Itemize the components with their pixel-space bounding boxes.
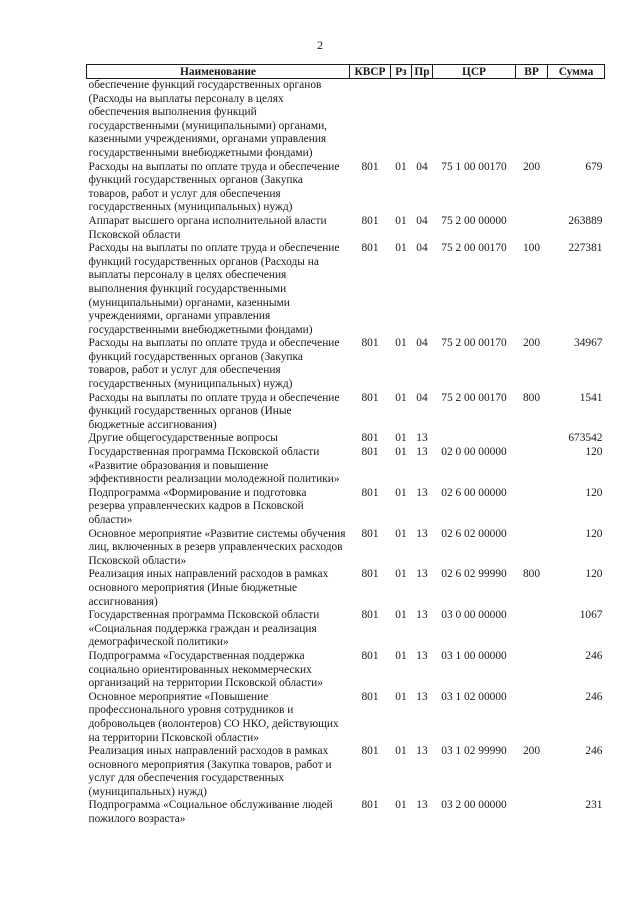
cell-csr: 03 1 02 00000	[441, 690, 507, 703]
header-vr: ВР	[516, 65, 548, 79]
cell-rz: 01	[395, 568, 407, 581]
cell-pr: 13	[416, 432, 428, 445]
cell-csr: 03 2 00 00000	[441, 799, 507, 812]
cell-name: Основное мероприятие «Повышение профессионального уровня сотрудников и добровольцев (волонтеров) СО НКО, действующих на территории Псковской области»	[88, 690, 339, 744]
cell-kvsr: 801	[361, 799, 379, 812]
cell-csr: 03 1 00 00000	[441, 649, 507, 662]
cell-rz: 01	[395, 649, 407, 662]
cell-name: Расходы на выплаты по оплате труда и обеспечение функций государственных органов (Расходы на выплаты персоналу в целях обеспечения выполнения функций государственными (муниципальными) органами, казенными учреждениями, органами управления государственными внебюджетными фондами)	[88, 242, 340, 336]
cell-csr	[433, 432, 516, 446]
cell-csr: 03 0 00 00000	[441, 609, 507, 622]
cell-name: Основное мероприятие «Развитие системы обучения лиц, включенных в резерв управленческих расходов Псковской области»	[88, 527, 346, 567]
cell-sum: 673542	[568, 432, 603, 445]
table-row	[87, 337, 605, 391]
table-header-row	[87, 65, 605, 79]
cell-vr	[516, 215, 548, 242]
cell-sum: 1067	[579, 609, 603, 622]
cell-csr: 02 6 02 99990	[441, 568, 507, 581]
cell-kvsr: 801	[361, 160, 379, 173]
cell-pr: 13	[416, 649, 428, 662]
cell-name: Реализация иных направлений расходов в рамках основного мероприятия (Иные бюджетные ассигнования)	[88, 568, 329, 608]
cell-vr: 200	[522, 160, 541, 173]
cell-name: Расходы на выплаты по оплате труда и обеспечение функций государственных органов (Закупка товаров, работ и услуг для обеспечения государственных (муниципальных) нужд)	[88, 160, 340, 214]
cell-csr: 75 1 00 00170	[441, 160, 507, 173]
table-row	[87, 487, 605, 528]
cell-rz	[391, 79, 412, 161]
cell-rz: 01	[395, 432, 407, 445]
cell-kvsr: 801	[361, 609, 379, 622]
table-row	[87, 650, 605, 691]
cell-csr: 75 2 00 00170	[441, 391, 507, 404]
cell-pr: 04	[416, 214, 428, 227]
header-csr: ЦСР	[433, 65, 516, 79]
cell-csr: 75 2 00 00000	[441, 214, 507, 227]
cell-name: Расходы на выплаты по оплате труда и обеспечение функций государственных органов (Закупка товаров, работ и услуг для обеспечения государственных (муниципальных) нужд)	[88, 337, 340, 391]
cell-rz: 01	[395, 337, 407, 350]
cell-rz: 01	[395, 486, 407, 499]
cell-csr: 02 6 02 00000	[441, 527, 507, 540]
cell-pr: 13	[416, 690, 428, 703]
cell-sum: 227381	[568, 242, 603, 255]
cell-vr	[516, 432, 548, 446]
cell-name: Государственная программа Псковской области «Развитие образования и повышение эффективности реализации молодежной политики»	[88, 446, 340, 486]
cell-kvsr	[350, 79, 391, 161]
cell-name: Подпрограмма «Формирование и подготовка резерва управленческих кадров в Псковской области»	[88, 486, 307, 526]
cell-name: Расходы на выплаты по оплате труда и обеспечение функций государственных органов (Иные бюджетные ассигнования)	[88, 391, 340, 431]
cell-vr	[516, 528, 548, 569]
cell-csr: 03 1 02 99990	[441, 745, 507, 758]
cell-vr	[516, 487, 548, 528]
cell-pr: 04	[416, 160, 428, 173]
cell-vr	[516, 691, 548, 745]
cell-kvsr: 801	[361, 432, 379, 445]
cell-csr	[433, 79, 516, 161]
cell-name: Аппарат высшего органа исполнительной власти Псковской области	[88, 214, 327, 241]
cell-rz: 01	[395, 745, 407, 758]
cell-csr: 02 6 00 00000	[441, 486, 507, 499]
cell-pr	[412, 79, 433, 161]
cell-pr: 13	[416, 799, 428, 812]
cell-vr: 100	[522, 242, 541, 255]
cell-sum	[548, 79, 605, 161]
cell-rz: 01	[395, 609, 407, 622]
table-row	[87, 568, 605, 609]
cell-rz: 01	[395, 446, 407, 459]
cell-sum: 246	[585, 745, 603, 758]
table-row	[87, 691, 605, 745]
cell-vr	[516, 446, 548, 487]
cell-vr	[516, 609, 548, 650]
cell-name: Другие общегосударственные вопросы	[88, 432, 278, 445]
cell-vr	[516, 650, 548, 691]
table-row	[87, 242, 605, 337]
cell-sum: 120	[585, 486, 603, 499]
cell-pr: 04	[416, 391, 428, 404]
cell-pr: 13	[416, 527, 428, 540]
cell-kvsr: 801	[361, 649, 379, 662]
cell-name: Реализация иных направлений расходов в рамках основного мероприятия (Закупка товаров, работ и услуг для обеспечения государственных (муниципальных) нужд)	[88, 745, 332, 798]
cell-kvsr: 801	[361, 690, 379, 703]
table-row	[87, 528, 605, 569]
table-row	[87, 161, 605, 215]
cell-pr: 13	[416, 446, 428, 459]
cell-sum: 120	[585, 568, 603, 581]
cell-pr: 04	[416, 337, 428, 350]
table-row	[87, 745, 605, 799]
header-name: Наименование	[87, 65, 350, 79]
cell-kvsr: 801	[361, 446, 379, 459]
cell-name: обеспечение функций государственных органов (Расходы на выплаты персоналу в целях обеспечения выполнения функций государственными (муниципальными) органами, казенными учреждениями, органами управления государственными внебюджетными фондами)	[88, 79, 328, 159]
cell-pr: 04	[416, 242, 428, 255]
header-kvsr: КВСР	[350, 65, 391, 79]
cell-rz: 01	[395, 799, 407, 812]
cell-name: Подпрограмма «Государственная поддержка социально ориентированных некоммерческих организаций на территории Псковской области»	[88, 649, 323, 690]
table-row	[87, 609, 605, 650]
budget-table	[86, 64, 605, 827]
header-pr: Пр	[412, 65, 433, 79]
cell-kvsr: 801	[361, 337, 379, 350]
cell-pr: 13	[416, 486, 428, 499]
cell-sum: 263889	[568, 214, 603, 227]
cell-vr	[516, 799, 548, 826]
table-row	[87, 215, 605, 242]
header-rz: Рз	[391, 65, 412, 79]
cell-pr: 13	[416, 609, 428, 622]
cell-rz: 01	[395, 242, 407, 255]
table-row	[87, 392, 605, 433]
cell-pr: 13	[416, 568, 428, 581]
table-row	[87, 799, 605, 826]
cell-kvsr: 801	[361, 214, 379, 227]
cell-vr: 200	[522, 745, 541, 758]
table-row	[87, 446, 605, 487]
cell-sum: 231	[585, 799, 603, 812]
cell-rz: 01	[395, 527, 407, 540]
cell-name: Государственная программа Псковской области «Социальная поддержка граждан и реализация демографической политики»	[88, 609, 320, 649]
page-number: 2	[317, 38, 323, 52]
table-row	[87, 79, 605, 161]
cell-rz: 01	[395, 214, 407, 227]
cell-sum: 120	[585, 446, 603, 459]
header-sum: Сумма	[548, 65, 605, 79]
cell-sum: 34967	[574, 337, 603, 350]
cell-sum: 246	[585, 690, 603, 703]
cell-vr	[516, 79, 548, 161]
cell-kvsr: 801	[361, 391, 379, 404]
cell-kvsr: 801	[361, 527, 379, 540]
cell-kvsr: 801	[361, 486, 379, 499]
cell-sum: 1541	[579, 391, 603, 404]
cell-rz: 01	[395, 160, 407, 173]
cell-rz: 01	[395, 391, 407, 404]
cell-sum: 679	[585, 160, 603, 173]
cell-csr: 75 2 00 00170	[441, 242, 507, 255]
cell-csr: 02 0 00 00000	[441, 446, 507, 459]
cell-rz: 01	[395, 690, 407, 703]
table-row	[87, 432, 605, 446]
table-body	[87, 79, 605, 827]
cell-vr: 800	[522, 391, 541, 404]
cell-vr: 800	[522, 568, 541, 581]
cell-sum: 246	[585, 649, 603, 662]
cell-csr: 75 2 00 00170	[441, 337, 507, 350]
cell-sum: 120	[585, 527, 603, 540]
cell-name: Подпрограмма «Социальное обслуживание людей пожилого возраста»	[88, 799, 333, 826]
cell-kvsr: 801	[361, 242, 379, 255]
cell-kvsr: 801	[361, 568, 379, 581]
cell-pr: 13	[416, 745, 428, 758]
cell-vr: 200	[522, 337, 541, 350]
cell-kvsr: 801	[361, 745, 379, 758]
